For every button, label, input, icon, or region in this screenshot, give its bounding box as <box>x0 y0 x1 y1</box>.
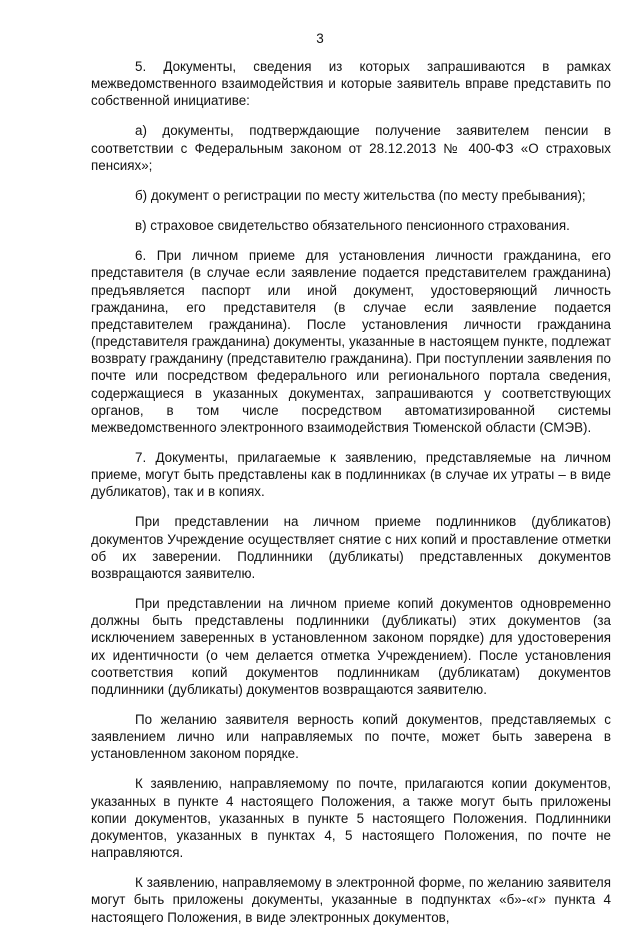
paragraph-mail: К заявлению, направляемому по почте, прилагаются копии документов, указанных в пункте 4 настоящего Положения, а также могут быть приложены копии документов, указанных в пункте 5 настоящего Положения. Подлинники документов, указанных в пунктах 4, 5 настоящего Положения, по почте не направляются. <box>91 776 611 861</box>
paragraph-electronic: К заявлению, направляемому в электронной форме, по желанию заявителя могут быть приложены документы, указанные в подпунктах «б»-«г» пункта 4 настоящего Положения, в виде электронных документов, <box>91 875 611 925</box>
paragraph-5a: а) документы, подтверждающие получение заявителем пенсии в соответствии с Федеральным законом от 28.12.2013 № 400-ФЗ «О страховых пенсиях»; <box>91 123 611 173</box>
paragraph-5: 5. Документы, сведения из которых запрашиваются в рамках межведомственного взаимодействия и которые заявитель вправе представить по собственной инициативе: <box>91 59 611 109</box>
paragraph-7: 7. Документы, прилагаемые к заявлению, представляемые на личном приеме, могут быть представлены как в подлинниках (в случае их утраты – в виде дубликатов), так и в копиях. <box>91 449 611 500</box>
paragraph-6: 6. При личном приеме для установления личности гражданина, его представителя (в случае если заявление подается представителем гражданина) предъявляется паспорт или иной документ, удостоверяющий личность гражданина, его представителя (в случае если заявление подается представителем гражданина). После установления личности гражданина (представителя гражданина) документы, указанные в настоящем пункте, подлежат возврату гражданину (представителю гражданина). При поступлении заявления по почте или посредством федерального или регионального портала сведения, содержащиеся в указанных документах, запрашиваются у соответствующих органов, в том числе посредством автоматизированной системы межведомственного электронного взаимодействия Тюменской области (СМЭВ). <box>91 248 611 435</box>
paragraph-originals: При представлении на личном приеме подлинников (дубликатов) документов Учреждение осуществляет снятие с них копий и проставление отметки об их заверении. Подлинники (дубликаты) представленных документов возвращаются заявителю. <box>91 514 611 581</box>
page-number: 3 <box>316 31 324 46</box>
paragraph-5v: в) страховое свидетельство обязательного пенсионного страхования. <box>135 218 570 234</box>
paragraph-copies: При представлении на личном приеме копий документов одновременно должны быть представлены подлинники (дубликаты) этих документов (за исключением заверенных в установленном законом порядке) для удостоверения их идентичности (о чем делается отметка Учреждением). После установления соответствия копий документов подлинникам (дубликатам) документов подлинники (дубликаты) документов возвращаются заявителю. <box>91 596 611 697</box>
paragraph-5b: б) документ о регистрации по месту жительства (по месту пребывания); <box>135 187 586 203</box>
document-body <box>91 58 611 926</box>
paragraph-certification: По желанию заявителя верность копий документов, представляемых с заявлением лично или направляемых по почте, может быть заверена в установленном законом порядке. <box>91 712 611 762</box>
